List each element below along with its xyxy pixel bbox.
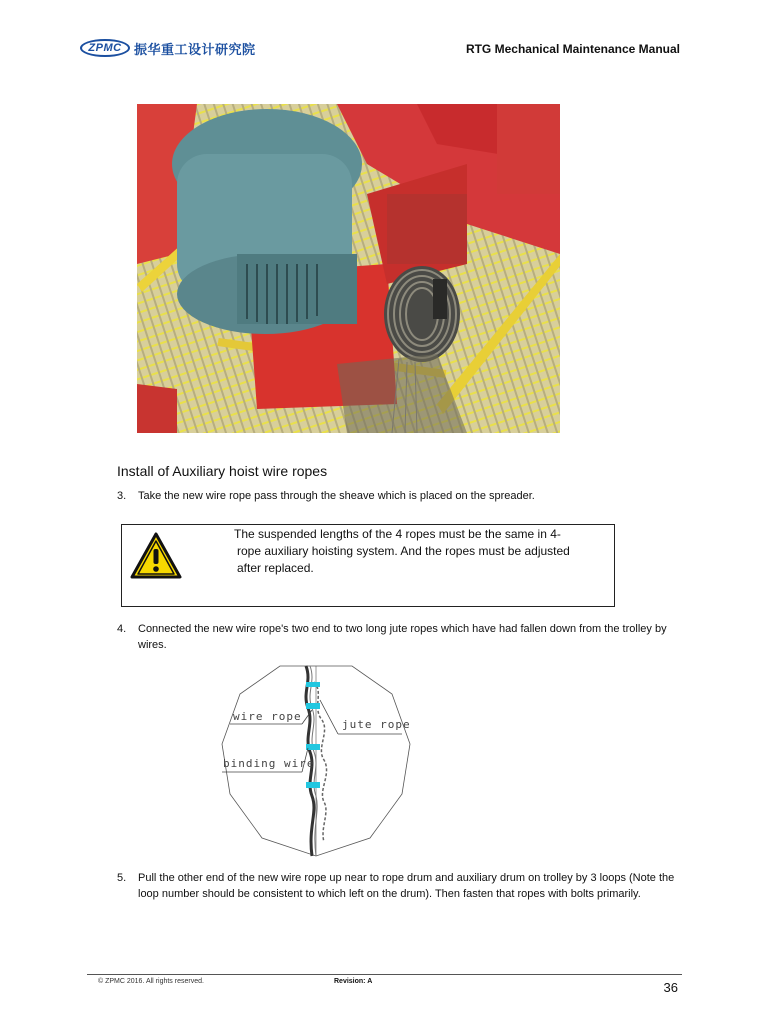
rope-binding-diagram (220, 662, 412, 858)
footer-copyright: © ZPMC 2016. All rights reserved. (98, 978, 204, 985)
label-jute-rope: jute rope (342, 718, 411, 731)
step-4 (117, 621, 677, 653)
logo-chinese-text: 振华重工设计研究院 (134, 41, 256, 57)
logo-mark: ZPMC (80, 39, 130, 57)
company-logo (80, 36, 256, 60)
warning-line: rope auxiliary hoisting system. And the ropes must be adjusted (237, 544, 570, 558)
label-binding-wire: binding wire (223, 757, 315, 770)
step-number: 3. (117, 490, 127, 502)
step-5 (117, 870, 677, 902)
warning-triangle-icon (130, 532, 182, 580)
step-number: 5. (117, 872, 127, 884)
footer-revision: Revision: A (334, 978, 373, 985)
section-title: Install of Auxiliary hoist wire ropes (117, 463, 328, 479)
document-title: RTG Mechanical Maintenance Manual (465, 42, 680, 56)
warning-line: The suspended lengths of the 4 ropes must be the same in 4- (234, 527, 561, 541)
warning-line: after replaced. (237, 561, 314, 575)
step-text: Pull the other end of the new wire rope up near to rope drum and auxiliary drum on trolley by 3 loops (Note the loop number should be consistent to which left on the drum). Then fasten that ropes with bolts primarily. (138, 872, 675, 900)
step-number: 4. (117, 623, 127, 635)
warning-text (234, 526, 604, 577)
step-3 (117, 488, 677, 504)
step-text: Take the new wire rope pass through the sheave which is placed on the spreader. (138, 490, 535, 502)
motor-drum-photo (137, 104, 560, 433)
footer-divider (87, 974, 682, 975)
step-text: Connected the new wire rope's two end to two long jute ropes which have had fallen down from the trolley by wires. (138, 623, 667, 651)
warning-box (121, 524, 615, 607)
label-wire-rope: wire rope (233, 710, 302, 723)
page-number: 36 (663, 980, 678, 995)
